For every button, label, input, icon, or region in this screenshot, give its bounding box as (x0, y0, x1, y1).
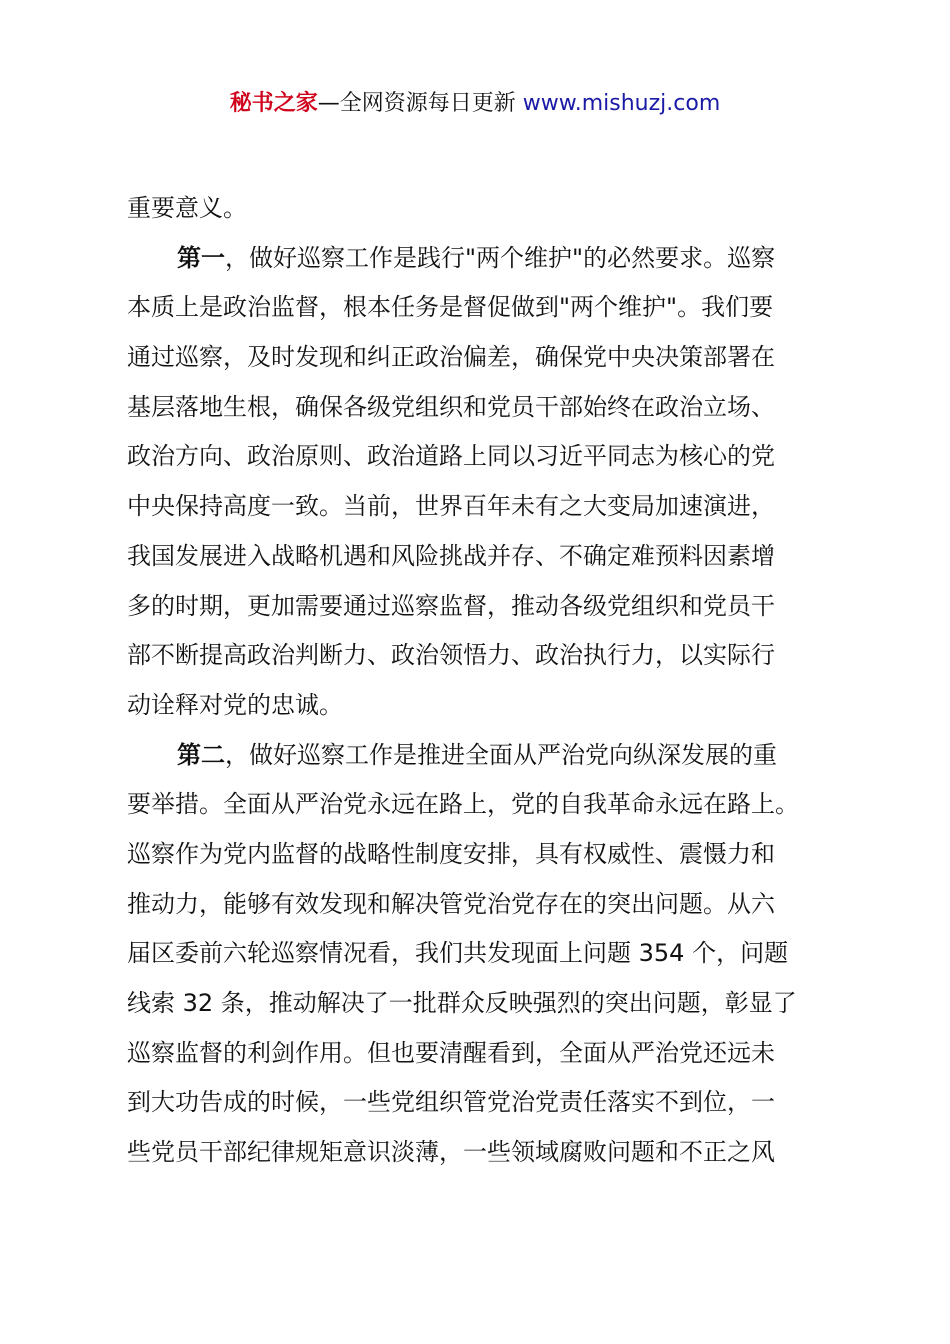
paragraph-line (127, 234, 835, 284)
paragraph-line: 政治方向、政治原则、政治道路上同以习近平同志为核心的党 (127, 442, 775, 471)
paragraph-line: 要举措。全面从严治党永远在路上，党的自我革命永远在路上。 (127, 790, 799, 819)
document-body (127, 184, 835, 1178)
paragraph-line: 巡察作为党内监督的战略性制度安排，具有权威性、震慑力和 (127, 839, 775, 868)
paragraph-line: 些党员干部纪律规矩意识淡薄，一些领域腐败问题和不正之风 (127, 1138, 775, 1167)
paragraph-line: 到大功告成的时候，一些党组织管党治党责任落实不到位，一 (127, 1088, 775, 1117)
paragraph-line: 我国发展进入战略机遇和风险挑战并存、不确定难预料因素增 (127, 541, 775, 570)
paragraph-lead: 第二 (177, 740, 225, 769)
paragraph-line: 中央保持高度一致。当前，世界百年未有之大变局加速演进， (127, 492, 775, 521)
paragraph-line (127, 731, 835, 781)
site-header (0, 88, 950, 120)
brand-name: 秘书之家 (229, 91, 318, 116)
paragraph-line: 巡察监督的利剑作用。但也要清醒看到，全面从严治党还远未 (127, 1038, 775, 1067)
paragraph-line: 基层落地生根，确保各级党组织和党员干部始终在政治立场、 (127, 392, 775, 421)
intro-line: 重要意义。 (127, 194, 247, 222)
paragraph-lead: 第一 (177, 243, 225, 272)
paragraph-line: 线索 32 条，推动解决了一批群众反映强烈的突出问题，彰显了 (127, 989, 797, 1017)
paragraph-line: 部不断提高政治判断力、政治领悟力、政治执行力，以实际行 (127, 641, 775, 670)
paragraph-text: ，做好巡察工作是推进全面从严治党向纵深发展的重 (225, 740, 777, 769)
paragraph-line: 多的时期，更加需要通过巡察监督，推动各级党组织和党员干 (127, 591, 775, 620)
site-url[interactable]: www.mishuzj.com (522, 91, 721, 116)
paragraph-line: 届区委前六轮巡察情况看，我们共发现面上问题 354 个，问题 (127, 939, 789, 968)
paragraph-line: 本质上是政治监督，根本任务是督促做到"两个维护"。我们要 (127, 293, 774, 322)
paragraph-line: 通过巡察，及时发现和纠正政治偏差，确保党中央决策部署在 (127, 343, 775, 372)
paragraph-line: 动诠释对党的忠诚。 (127, 690, 343, 719)
paragraph-second (127, 731, 835, 1178)
paragraph-line: 推动力，能够有效发现和解决管党治党存在的突出问题。从六 (127, 889, 775, 918)
paragraph-text: ，做好巡察工作是践行"两个维护"的必然要求。巡察 (225, 243, 776, 272)
paragraph-first (127, 234, 835, 731)
header-tagline: —全网资源每日更新 (317, 91, 516, 116)
